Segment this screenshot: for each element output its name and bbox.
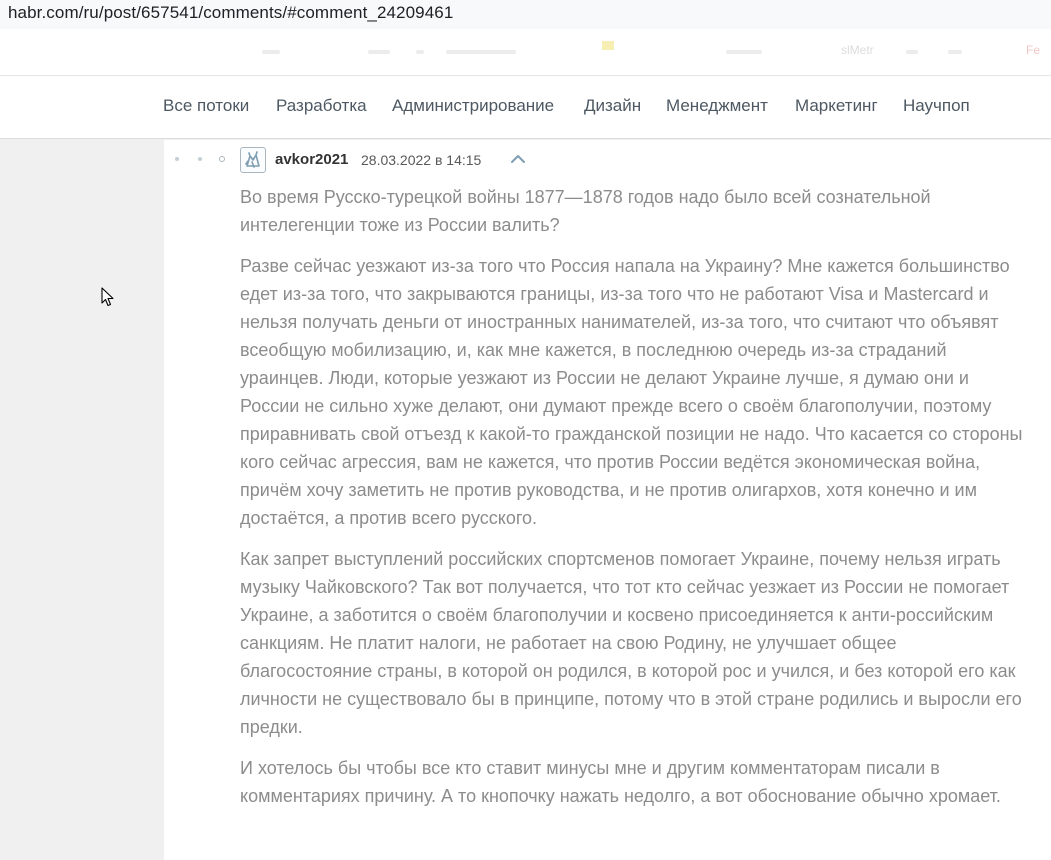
comment-paragraph: Разве сейчас уезжают из-за того что Россия напала на Украину? Мне кажется большинство едет из-за того, что закрываются границы, из-за того что не работают Visa и Mastercard и нельзя получать деньги от иностранных нанимателей, из-за того, что считают что объявят всеобщую мобилизацию, и, как мне кажется, в последнюю очередь из-за страданий ураинцев. Люди, которые уезжают из России не делают Украине лучше, я думаю они и России не сильно хуже делают, они думают прежде всего о своём благополучии, поэтому приравнивать свой отъезд к какой-то гражданской позиции не надо. Что касается со стороны кого сейчас агрессия, вам не кажется, что против России ведётся экономическая война, причём хочу заметить не против руководства, и не против олигархов, хотя конечно и им достаётся, а против всего русского.	[240, 256, 1023, 528]
comment-date[interactable]: 28.03.2022 в 14:15	[361, 152, 482, 168]
bookmark-placeholder[interactable]	[262, 50, 280, 54]
avatar[interactable]	[240, 147, 266, 173]
url-text[interactable]: habr.com/ru/post/657541/comments/#comment_24209461	[8, 3, 454, 22]
nav-item-design[interactable]: Дизайн	[584, 96, 642, 115]
mouse-pointer-icon	[101, 287, 115, 307]
address-bar[interactable]	[0, 0, 1051, 29]
comment-author[interactable]: avkor2021	[275, 151, 349, 168]
bookmark-label[interactable]: Fe	[1026, 43, 1041, 57]
nav-item-administration[interactable]: Администрирование	[392, 96, 555, 115]
comment-paragraph: И хотелось бы чтобы все кто ставит минусы мне и другим комментаторам писали в комментариях причину. А то кнопочку нажать недолго, а вот обоснование обычно хромает.	[240, 758, 1001, 806]
comments-section	[164, 140, 1051, 860]
bookmark-placeholder[interactable]	[416, 50, 424, 54]
bookmarks-bar	[0, 29, 1051, 76]
nav-item-all-flows[interactable]: Все потоки	[163, 96, 250, 115]
comment-body	[240, 183, 1030, 823]
avatar-image	[241, 148, 265, 172]
bookmark-label[interactable]: slMetr	[841, 43, 874, 57]
bookmark-placeholder[interactable]	[948, 50, 962, 54]
flows-navigation	[0, 76, 1051, 139]
chevron-up-icon[interactable]	[509, 152, 527, 166]
bookmark-placeholder[interactable]	[446, 50, 516, 54]
bookmark-placeholder[interactable]	[726, 50, 762, 54]
comment-paragraph: Как запрет выступлений российских спортсменов помогает Украине, почему нельзя играть музыку Чайковского? Так вот получается, что тот кто сейчас уезжает из России не помогает Украине, а заботится о своём благополучии и косвено присоединяется к анти-российским санкциям. Не платит налоги, не работает на свою Родину, не улучшает общее благосостояние страны, в которой он родился, в которой рос и учился, и без которой его как личности не существовало бы в принципе, потому что в этой стране родились и выросли его предки.	[240, 549, 1022, 737]
comment-paragraph: Во время Русско-турецкой войны 1877—1878 годов надо было всей сознательной интелегенции тоже из России валить?	[240, 187, 931, 235]
thread-dot-current	[219, 156, 225, 162]
bookmark-placeholder[interactable]	[368, 50, 390, 54]
nav-item-development[interactable]: Разработка	[276, 96, 367, 115]
thread-dot	[175, 157, 179, 161]
bookmark-placeholder[interactable]	[906, 50, 918, 54]
bookmark-folder-icon[interactable]	[602, 41, 614, 50]
nav-item-marketing[interactable]: Маркетинг	[795, 96, 878, 115]
thread-dot	[198, 157, 202, 161]
nav-item-popsci[interactable]: Научпоп	[903, 96, 970, 115]
nav-item-management[interactable]: Менеджмент	[666, 96, 768, 115]
